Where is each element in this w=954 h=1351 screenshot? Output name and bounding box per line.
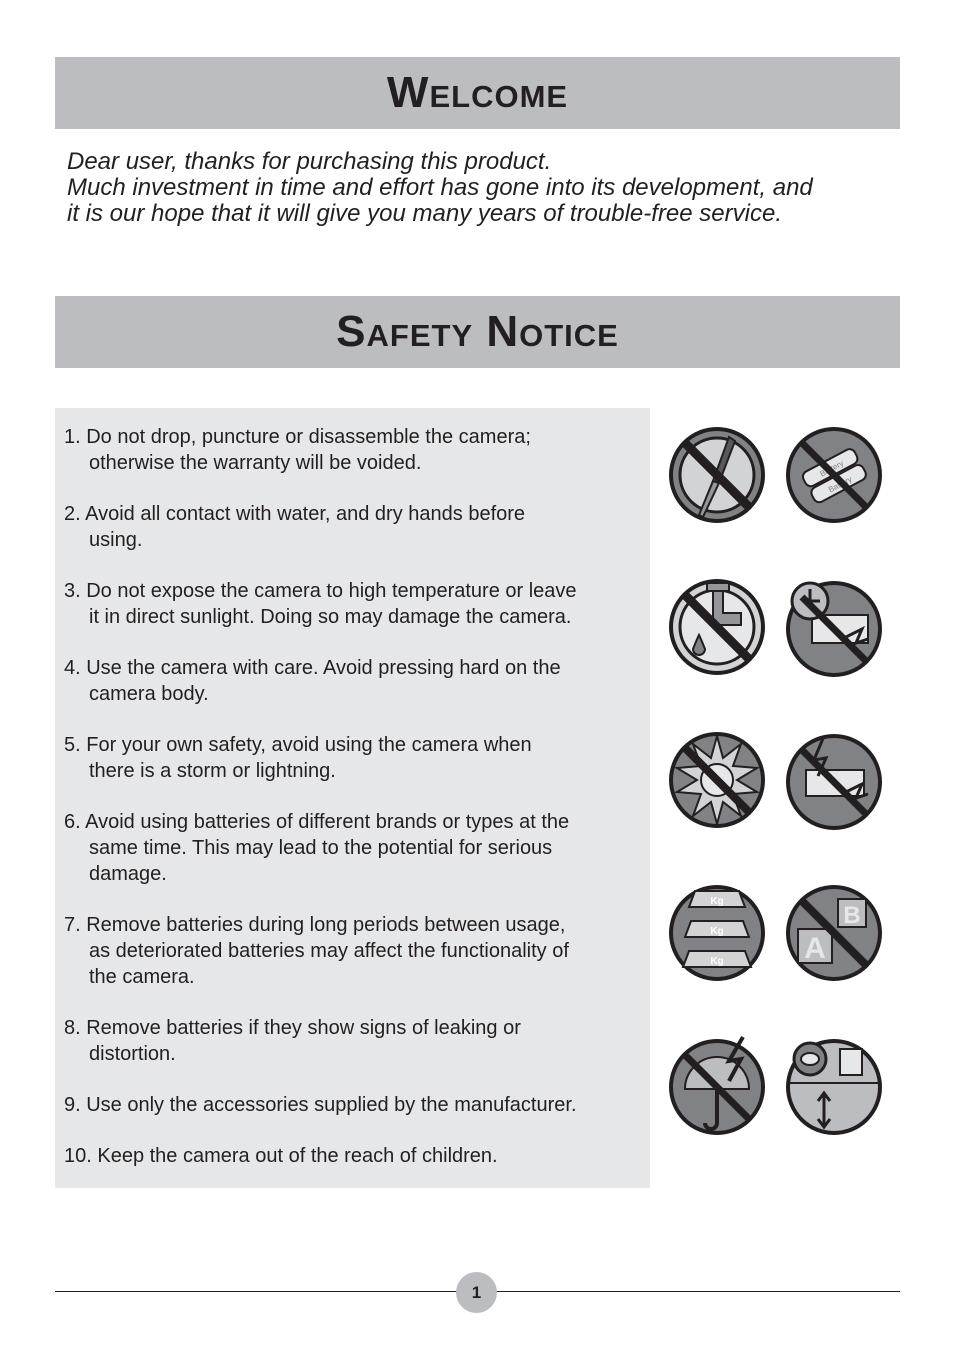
- safety-item: 4. Use the camera with care. Avoid pressing hard on the camera body.: [64, 657, 561, 705]
- safety-icons: [667, 425, 887, 1145]
- no-water-icon: [667, 577, 767, 677]
- no-storm-icon: [784, 730, 884, 830]
- welcome-title: Welcome: [386, 68, 569, 117]
- safety-item: 8. Remove batteries if they show signs of leaking or distortion.: [64, 1017, 521, 1065]
- intro-line: it is our hope that it will give you many years of trouble-free service.: [67, 200, 782, 227]
- safety-item: 10. Keep the camera out of the reach of children.: [64, 1145, 498, 1167]
- no-sunlight-icon: [667, 730, 767, 830]
- no-battery-icon: [784, 425, 884, 525]
- safety-item: 1. Do not drop, puncture or disassemble the camera; otherwise the warranty will be voided.: [64, 426, 531, 474]
- safety-notice-banner: [55, 296, 900, 368]
- safety-notice-title: Safety Notice: [336, 307, 619, 356]
- weight-label: Kg: [710, 956, 724, 967]
- safety-item: 7. Remove batteries during long periods between usage, as deteriorated batteries may affect the functionality of the camera.: [64, 914, 569, 988]
- safety-item: 2. Avoid all contact with water, and dry hands before using.: [64, 503, 526, 551]
- safety-notice-box: [55, 408, 650, 1188]
- page-number: 1: [456, 1272, 497, 1313]
- block-letter-a: A: [804, 932, 826, 965]
- intro-line: Dear user, thanks for purchasing this product.: [67, 148, 552, 175]
- remove-batteries-icon: [784, 1035, 884, 1135]
- safety-item: 5. For your own safety, avoid using the camera when there is a storm or lightning.: [64, 734, 532, 782]
- no-pressure-icon: [667, 883, 767, 983]
- safety-item: 6. Avoid using batteries of different brands or types at the same time. This may lead to the potential for serious damage.: [64, 811, 570, 885]
- intro-line: Much investment in time and effort has gone into its development, and: [67, 174, 813, 201]
- welcome-intro: [67, 149, 897, 227]
- safety-item: 9. Use only the accessories supplied by the manufacturer.: [64, 1094, 577, 1116]
- no-lightning-icon: [667, 1035, 767, 1135]
- no-disassemble-icon: [667, 425, 767, 525]
- welcome-banner: [55, 57, 900, 129]
- no-high-temperature-icon: [784, 577, 884, 677]
- no-children-icon: [784, 883, 884, 983]
- weight-label: Kg: [710, 926, 724, 937]
- safety-item: 3. Do not expose the camera to high temperature or leave it in direct sunlight. Doing so may damage the camera.: [64, 580, 577, 628]
- weight-label: Kg: [710, 896, 724, 907]
- block-letter-b: B: [843, 902, 861, 929]
- safety-notice-list: [64, 424, 648, 1194]
